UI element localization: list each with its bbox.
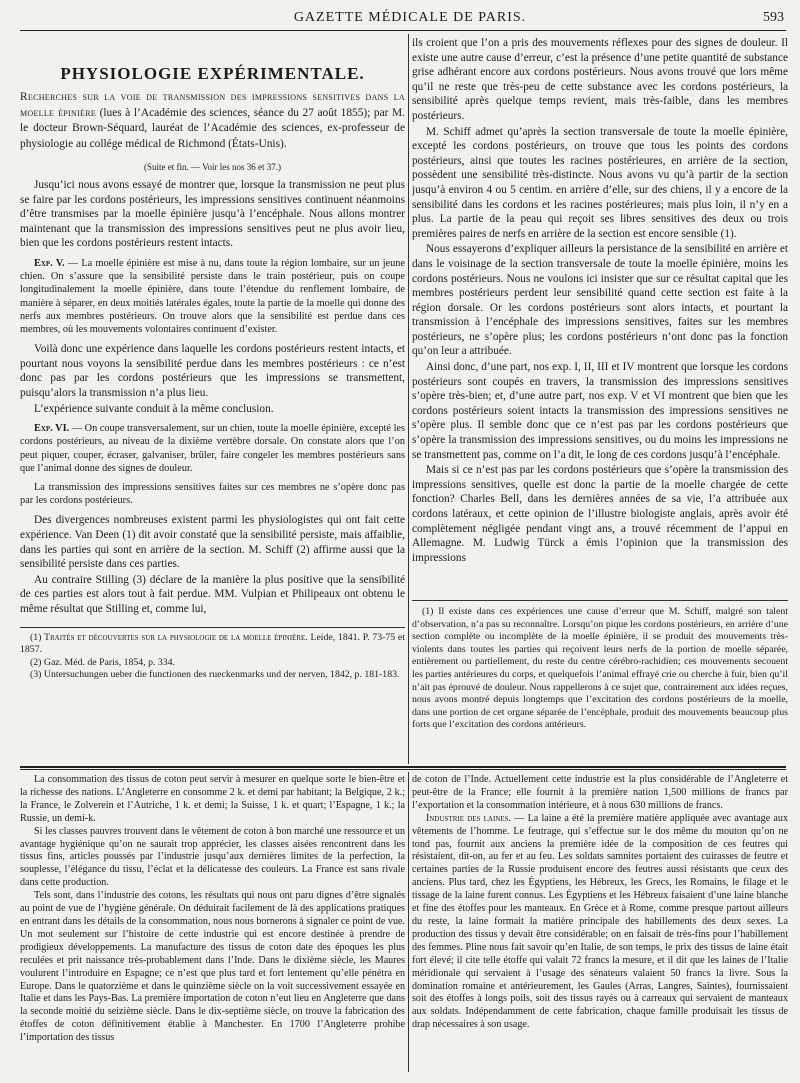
bottom-right-column <box>412 774 788 1074</box>
experiment-text: — La moelle épinière est mise à nu, dans toute la région lombaire, sur un jeune chien. On s’assure que la sensibilité persiste dans le train postérieur, puis on coupe longitudinalement la moelle épinière, dans toute l’étendue du renflement lombaire, de manière à séparer, en deux moitiés latérales égales, toute la partie de la moelle qui donne des nerfs aux membres postérieurs. On trouve alors que la sensibilité est perdue dans ces membres, où les mouvements volontaires continuent d’exister. <box>20 257 405 335</box>
continuation-note: (Suite et fin. — Voir les nos 36 et 37.) <box>144 162 281 172</box>
body-paragraph: Nous essayerons d’expliquer ailleurs la persistance de la sensibilité en arrière et dans le voisinage de la section transversale de toute la moelle épinière, moins les cordons postérieurs. Nous ne voulons ici insister que sur ce résultat capital que les membres postérieurs perdent leur sensibilité quand cette section est faite à la région dorsale. Or les cordons postérieurs sont alors intacts, et pourtant la transmission à l’encéphale des impressions sensitives, faites sur les membres postérieurs, ne s’opère plus; les cordons postérieurs n’ont donc pas la fonction qu’on leur a attribuée. <box>412 243 788 358</box>
right-column <box>412 36 788 596</box>
article-heading <box>20 90 405 152</box>
footnote-caps: (1) Traités et découvertes sur la physiologie de la moelle épinière. <box>30 631 308 643</box>
bottom-left-column <box>20 774 405 1074</box>
body-paragraph: Tels sont, dans l’industrie des cotons, les résultats qui nous ont paru dignes d’être signalés au point de vue de l’hygiène générale. On déduirait facilement de là des applications pratiques en entrant dans les détails de la consommation, nous nous bornerons à signaler ce point de vue. Un mot seulement sur l’histoire de cette industrie qui est encore destinée à prendre de prodigieux développements. La manufacture des tissus de coton date des époques les plus reculées et prit naissance très-probablement dans l’Inde. Dans le dixième siècle, les Maures voulurent l’introduire en Espagne; ce n’est que plus tard et fort lentement qu’elle pénétra en Europe. Dans le quatorzième et dans le quinzième siècle on la voit successivement essayée en Italie et dans les Pays-Bas. La première importation de coton n’eut lieu en Angleterre que dans la seconde moitié du seizième siècle. Dans le dix-septième siècle, on trouve la fabrication des étoffes de coton définitivement établie à Manchester. En 1700 l’Angleterre prohibe l’importation des tissus <box>20 890 405 1044</box>
article-heading-text: (lues à l’Académie des sciences, séance du 27 août 1855); par M. le docteur Brown-Séquard, lauréat de l’Académie des sciences, ex-professeur de physiologie au collége médical de Richmond (États-Unis). <box>20 106 405 150</box>
left-column <box>20 36 405 764</box>
footnote: (1) Il existe dans ces expériences une cause d’erreur que M. Schiff, malgré son talent d’observation, n’a pas su reconnaître. Lorsqu’on pique les cordons postérieurs, en arrière d’une section complète ou incomplète de la moelle épinière, il se produit des mouvements très-violents dans toutes les parties qui reçoivent leurs nerfs de la portion de moelle séparée, entièrement ou partiellement, du reste du centre cérébro-rachidien; ces mouvements secouent les parties antérieures du corps, et quelquefois l’animal effrayé crie ou cherche à fuir, bien qu’il n’ait pas éprouvé de douleur. Nous rappellerons à ce sujet que, contrairement aux idées reçues, nous avons montré depuis longtemps que l’excitation des cordons postérieurs de la moelle, dans une portion de cet organe séparée de l’encéphale, produit des mouvements beaucoup plus forts que l’excitation des cordons antérieurs. <box>412 606 788 731</box>
experiment-paragraph <box>20 257 405 336</box>
body-paragraph: Au contraire Stilling (3) déclare de la manière la plus positive que la sensibilité de ces parties est alors tout à fait perdue. MM. Vulpian et Philipeaux ont obtenu le même résultat que Stilling et, comme lui, <box>20 573 405 615</box>
article-heading-caps: Recherches sur la voie de transmission des impressions sensitives dans la moelle épinière <box>20 91 405 119</box>
body-paragraph: Mais si ce n’est pas par les cordons postérieurs que s’opère la transmission des impressions sensitives, quelle est donc la partie de la moelle chargée de cette fonction? Charles Bell, dans les dernières années de sa vie, l’a attribuée aux cordons latéraux, et cette opinion de l’illustre biologiste anglais, après avoir été complètement négligée pendant vingt ans, a trouvé récemment de l’appui en Allemagne. M. Ludwig Türck a émis l’opinion que la transmission des impressions <box>412 464 788 564</box>
experiment-paragraph: La transmission des impressions sensitives faites sur ces membres ne s’opère donc pas par les cordons postérieurs. <box>20 481 405 507</box>
body-paragraph: Des divergences nombreuses existent parmi les physiologistes qui ont fait cette expérience. Van Deen (1) dit avoir constaté que la sensibilité persiste, mais affaiblie, dans les parties qui sont en arrière de la section. M. Schiff (2) affirme aussi que la sensibilité persiste dans ces parties. <box>20 514 405 571</box>
band-rule <box>20 766 786 768</box>
experiment-label: Exp. VI. <box>34 423 70 435</box>
running-title: GAZETTE MÉDICALE DE PARIS. <box>293 10 527 25</box>
body-paragraph: M. Schiff admet qu’après la section transversale de toute la moelle épinière, excepté les cordons postérieurs, on trouve que tous les points des cordons postérieurs, ainsi que toutes les racines postérieures, en arrière de la section, possèdent une sensibilité très-distincte. Nous avons vu qu’à partir de la section jusqu’à environ 4 ou 5 centim. en arrière d’elle, sur des chiens, il y a encore de la sensibilité dans les cordons et les racines postérieures; mais plus loin, il n’y en a plus. La partie de la peau qui reçoit ses libres sensitives des deux ou trois premières paires de nerfs en arrière de la section est encore sensible (1). <box>412 125 788 240</box>
section-label: Industrie des laines. <box>426 812 512 824</box>
body-paragraph: La consommation des tissus de coton peut servir à mesurer en quelque sorte le bien-être et la richesse des nations. L’Angleterre en consomme 2 k. et demi par habitant; la Belgique, 2 k.; la France, le Zolverein et l’Autriche, 1 k. et demi; la Suisse, 1 k. et quart; l’Espagne, 1 k.; la Russie, un demi-k. <box>20 774 405 824</box>
experiment-label: Exp. V. <box>34 257 65 269</box>
body-paragraph: Voilà donc une expérience dans laquelle les cordons postérieurs restent intacts, et pourtant nous voyons la sensibilité perdue dans les membres postérieurs : ce n’est donc pas par les cordons postérieurs que les impressions se transmettent, puisqu’alors la transmission n’a plus lieu. <box>20 343 405 399</box>
body-paragraph: L’expérience suivante conduit à la même conclusion. <box>34 402 274 415</box>
footnote-text: Leide, 1841. P. 73-75 et 1857. <box>20 631 405 656</box>
page-number: 593 <box>763 10 784 25</box>
column-divider <box>408 772 409 1072</box>
footnote: (3) Untersuchungen ueber die functionen des rueckenmarks und der nerven, 1842, p. 181-183. <box>30 669 400 681</box>
footnote-rule <box>412 600 788 601</box>
footnote <box>20 632 405 657</box>
band-rule <box>20 769 786 770</box>
experiment-text: — On coupe transversalement, sur un chien, toute la moelle épinière, excepté les cordons postérieurs, au niveau de la dixième vertèbre dorsale. On constate alors que l’on peut piquer, couper, écraser, galvaniser, brûler, faire congeler les membres postérieurs sans que l’animal donne des signes de douleur. <box>20 423 405 474</box>
body-paragraph: Jusqu’ici nous avons essayé de montrer que, lorsque la transmission ne peut plus se faire par les cordons postérieurs, les impressions sensitives continuent néanmoins d’être transmises par la moelle épinière jusqu’à l’encéphale. Nous allons montrer maintenant que la transmission des impressions sensitives peut ne plus avoir lieu, bien que les cordons postérieurs restent intacts. <box>20 179 405 250</box>
body-paragraph: Ainsi donc, d’une part, nos exp. I, II, III et IV montrent que lorsque les cordons postérieurs sont coupés en travers, la transmission des impressions sensitives s’opère très-bien; et, d’une autre part, nos exp. V et VI montrent que bien que les cordons postérieurs soient intacts la transmission des impressions sensitives ne s’opère plus. Il semble donc que ce n’est pas par les cordons postérieurs que s’opère la transmission des impressions sensitives, ou du moins les impressions ne se transmettent pas, comme on l’a dit, le long de ces cordons jusqu’à l’encéphale. <box>412 361 788 461</box>
column-divider <box>408 34 409 764</box>
section-title: PHYSIOLOGIE EXPÉRIMENTALE. <box>60 64 365 83</box>
body-paragraph: ils croient que l’on a pris des mouvements réflexes pour des signes de douleur. Il existe une autre cause d’erreur, c’est la présence d’une petite quantité de substance grise adhérant encore aux cordons postérieurs. Nous avons trouvé que lors même qu’il ne reste que très-peu de cette substance avec les cordons postérieurs, la sensibilité après quelque temps revient, mais très-faible, dans les membres postérieurs. <box>412 37 788 122</box>
body-paragraph: de coton de l’Inde. Actuellement cette industrie est la plus considérable de l’Angleterre et peut-être de la France; elle fournit à la première nation 1,500 millions de francs par l’exportation et la consommation intérieure, et à nous 630 millions de francs. <box>412 774 788 811</box>
body-paragraph: Si les classes pauvres trouvent dans le vêtement de coton à bon marché une ressource et un avantage hygiénique qu’on ne saurait trop apprécier, les classes aisées rencontrent dans les tissus fins, articles poussés par l’industrie jusqu’aux dernières limites de la perfection, la souplesse, l’élégance du tissu, l’éclat et la délicatesse des couleurs. La France est sans rivale dans cette production. <box>20 825 405 889</box>
section-text: — La laine a été la première matière appliquée avec avantage aux vêtements de l’homme. Le feutrage, qui s’effectue sur le dos même du mouton qu’on ne tond pas, fournit aux anciens la première idée de la composition de ces feutres qui résistaient, dit-on, au fer et au feu. Les soldats samnites portaient des cuirasses de feutre et certaines parties de la Russie produisent encore des feutres aussi résistants que ceux des anciens. Plus tard, chez les Égyptiens, les Hébreux, les Grecs, les Romains, le filage et le tissage de la laine furent connus. Les Égyptiens et les Hébreux faisaient d’une laine blanche et fine des étoffes pour les manteaux. En Grèce et à Rome, comme presque partout ailleurs du reste, la laine formait la matière principale des habillements des deux sexes. La production des tissus y devait être considérable; on en faisait de très-fins pour l’habillement des femmes. Pline nous fait savoir qu’en Italie, de son temps, le prix des tissus de laine était fort élevé; il cite telle étoffe qui valait 72 francs la mesure, et il dit que les laines de l’Italie méridionale qui servaient à l’usage des sénateurs valaient 50 francs la livre. Sous la domination romaine et antérieurement, les Gaules (Arras, Langres, Saintes), fournissaient soit des étoffes à longs poils, soit des tissus rayés ou à carreaux qui servaient de manteaux aux soldats. Indépendamment de cette fabrication, chaque famille produisait les tissus de drap nécessaires à son usage. <box>412 812 788 1031</box>
footnote: (2) Gaz. Méd. de Paris, 1854, p. 334. <box>30 656 176 668</box>
experiment-paragraph <box>20 422 405 475</box>
body-paragraph <box>412 813 788 1032</box>
footnote-rule <box>20 627 405 628</box>
right-footnote-area <box>412 606 788 758</box>
header-rule <box>20 30 786 31</box>
